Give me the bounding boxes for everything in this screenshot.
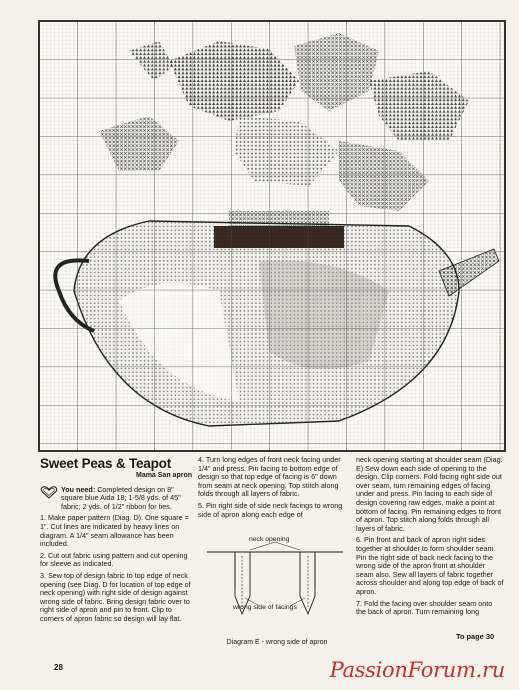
- you-need-label: You need:: [61, 484, 96, 494]
- diagram-e: [205, 536, 345, 654]
- pattern-title: Sweet Peas & Teapot: [40, 456, 171, 471]
- step-1: 1. Make paper pattern (Diag. D). One square = 1". Cut lines are indicated by heavy lines on diagram. A 1/4" seam allowance has been included.: [40, 513, 189, 549]
- diagram-caption: Diagram E - wrong side of apron: [226, 639, 328, 646]
- continued-link: To page 30: [456, 632, 495, 641]
- you-need-block: [40, 486, 192, 515]
- chart-grid: [39, 21, 505, 451]
- step-5-continued: neck opening starting at shoulder seam (Diag. E) Sew down each side of opening to the design. Clip corners. Fold facing right side out over seam, turn remaining edges of facing under and press. Pin facing to each side of design covering raw edges, make a point at bottom of facing. Pin remaining edges to front of apron. Top stitch along folds through all layers of fabric.: [356, 455, 503, 533]
- step-7: 7. Fold the facing over shoulder seam onto the back of apron. Turn remaining long: [356, 598, 493, 617]
- you-need-text: Completed design on 8" square blue Aida 18; 1-5/8 yds. of 45" fabric; 2 yds. of 1/2" ribbon for ties.: [61, 484, 181, 511]
- cross-stitch-chart: [38, 20, 506, 452]
- neck-opening-label: neck opening: [249, 536, 290, 543]
- step-6: 6. Pin front and back of apron right sides together at shoulder to form shoulder seam. Pin the right side of back neck facing to the wrong side of the apron front at shoulder seam also. Sew all layers of fabric together across shoulder and along top edge of back of apron.: [356, 535, 504, 596]
- apron-neck-diagram: [205, 536, 345, 654]
- step-3: 3. Sew top of design fabric to top edge of neck opening (see Diag. D for location of top edge of neck opening) with right side of design against wrong side of fabric. Bring design fabric over to right side of apron and pin to front. Clip to corners of apron fabric so design will lay flat.: [40, 570, 191, 623]
- instructions-column-3: [356, 456, 504, 620]
- instructions-column-1: [40, 456, 192, 627]
- pattern-subtitle: Mama San apron: [135, 472, 192, 479]
- step-5: 5. Pin right side of side neck facings to wrong side of apron along each edge of: [198, 500, 343, 519]
- page-number: 28: [54, 663, 63, 672]
- instructions-column-2: [198, 456, 348, 522]
- step-4: 4. Turn long edges of front neck facing under 1/4" and press. Pin facing to bottom edge of design so that top edge of facing is 6" down from seam at neck opening. Top stitch along folds through all layers of fabric.: [198, 455, 341, 499]
- step-2: 2. Cut out fabric using pattern and cut opening for sleeve as indicated.: [40, 550, 188, 569]
- heart-icon: [40, 486, 58, 499]
- watermark: PassionForum.ru: [329, 658, 505, 682]
- facings-label: wrong side of facings: [233, 604, 297, 611]
